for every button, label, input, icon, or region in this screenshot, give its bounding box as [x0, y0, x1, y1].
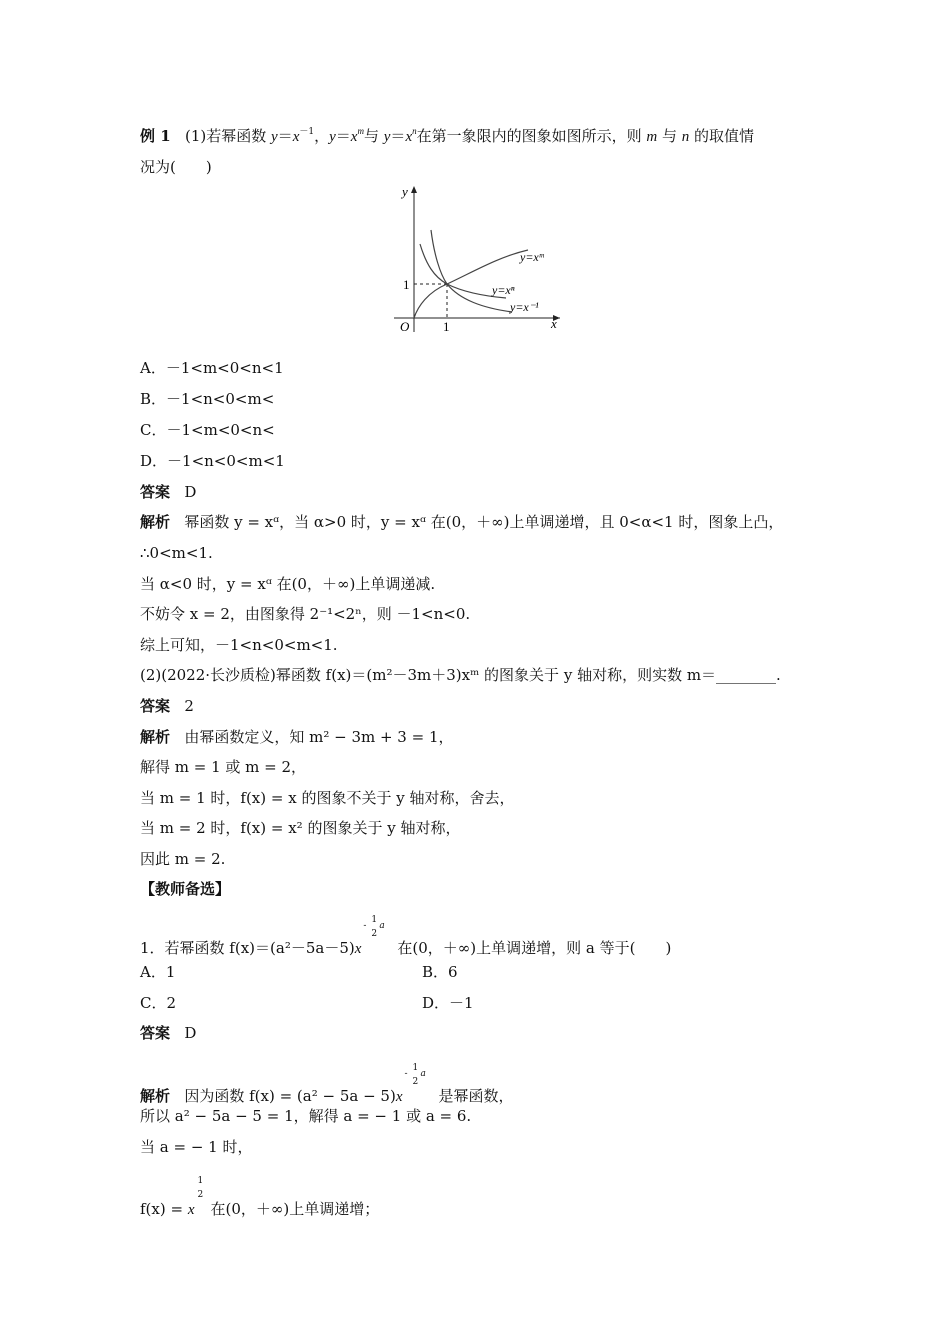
teacher-question-1: 1．若幂函数 f(x)＝(a²－5a－5)x - 1 2 a 在(0，＋∞)上单调递增，则 a 等于( ): [140, 915, 672, 957]
option-c: C．－1<m<0<n<: [140, 421, 275, 439]
y-axis-label: y: [402, 184, 408, 199]
teacher-option-c: C．2: [140, 994, 177, 1012]
teacher-option-a: A．1: [140, 963, 176, 981]
analysis-1-line-3: 当 α<0 时，y = xᵅ 在(0，＋∞)上单调递减.: [140, 575, 436, 593]
analysis-2-line-1: [140, 727, 454, 747]
teacher-section-heading: 【教师备选】: [140, 880, 231, 898]
analysis-suffix: 是幂函数，: [438, 1087, 514, 1105]
option-b: B．－1<n<0<m<: [140, 390, 275, 408]
analysis-1-line-5: 综上可知，－1<n<0<m<1.: [140, 636, 338, 654]
answer-label: 答案: [140, 483, 171, 501]
y-tick-1: 1: [403, 277, 410, 292]
answer-label: 答案: [140, 1024, 171, 1042]
example-1-part-2-question: (2)(2022·长沙质检)幂函数 f(x)＝(m²－3m＋3)xᵐ 的图象关于 y 轴对称，则实数 m＝________.: [140, 666, 781, 684]
teacher-analysis-line-3: 当 a = − 1 时，: [140, 1138, 253, 1156]
exponent-half: 1 2: [197, 1176, 204, 1200]
example-1-question: 例 1 (1)若幂函数 $y=x^{-1}$，$y=x^m$与 $y=x^n$在第一象限内的图象如图所示，则 m 与 n 的取值情: [140, 126, 755, 145]
answer-value: 2: [184, 697, 194, 715]
label-curve-inverse: y=x⁻¹: [510, 300, 539, 314]
answer-value: D: [184, 483, 197, 501]
teacher-answer: [140, 1023, 196, 1043]
analysis-2-line-2: 解得 m = 1 或 m = 2，: [140, 758, 307, 776]
label-curve-n: y=xⁿ: [492, 283, 515, 297]
option-d: D．－1<n<0<m<1: [140, 452, 285, 470]
question-suffix: 在(0，＋∞)上单调递增，则 a 等于( ): [397, 939, 672, 957]
answer-2: [140, 696, 194, 716]
option-a: A．－1<m<0<n<1: [140, 359, 284, 377]
analysis-suffix: 在(0，＋∞)上单调递增；: [210, 1200, 380, 1218]
teacher-analysis-line-1: 解析 因为函数 f(x) = (a² − 5a − 5)x - 1 2 a 是幂函数，: [140, 1063, 514, 1105]
teacher-analysis-line-4: f(x) = x 1 2 在(0，＋∞)上单调递增；: [140, 1176, 380, 1218]
exponent-neg-half-a: - 1 2 a: [363, 915, 385, 939]
answer-1: [140, 482, 196, 502]
label-curve-m: y=xᵐ: [520, 250, 544, 264]
analysis-prefix: 因为函数 f(x) = (a² − 5a − 5): [184, 1087, 396, 1105]
teacher-option-d: D．－1: [422, 994, 474, 1012]
exponent-neg-half-a: - 1 2 a: [404, 1063, 426, 1087]
answer-label: 答案: [140, 697, 171, 715]
question-continuation: 况为( ): [140, 158, 212, 176]
curve-x-inverse: [431, 230, 512, 312]
analysis-2-line-5: 因此 m = 2.: [140, 850, 226, 868]
analysis-1-line-2: ∴0<m<1.: [140, 544, 213, 562]
x-tick-1: 1: [443, 319, 450, 334]
analysis-fx: f(x) =: [140, 1200, 184, 1218]
example-label: 例 1: [140, 127, 171, 145]
analysis-label: 解析: [140, 728, 171, 746]
question-prefix: 1．若幂函数 f(x)＝(a²－5a－5): [140, 939, 355, 957]
teacher-analysis-line-2: 所以 a² − 5a − 5 = 1，解得 a = − 1 或 a = 6.: [140, 1107, 472, 1125]
origin-label: O: [400, 319, 410, 334]
x-axis-label: x: [551, 316, 557, 331]
analysis-2-line-3: 当 m = 1 时，f(x) = x 的图象不关于 y 轴对称，舍去，: [140, 789, 515, 807]
answer-value: D: [184, 1024, 197, 1042]
analysis-1-line-4: 不妨令 x = 2，由图象得 2⁻¹<2ⁿ，则 －1<n<0.: [140, 605, 471, 623]
y-axis-arrow: [411, 186, 417, 193]
analysis-text: 幂函数 y = xᵅ，当 α>0 时，y = xᵅ 在(0，＋∞)上单调递增，且 0<α<1 时，图象上凸，: [184, 513, 784, 531]
teacher-option-b: B．6: [422, 963, 458, 981]
analysis-label: 解析: [140, 513, 171, 531]
analysis-2-line-4: 当 m = 2 时，f(x) = x² 的图象关于 y 轴对称，: [140, 819, 461, 837]
analysis-text: 由幂函数定义，知 m² − 3m + 3 = 1，: [184, 728, 454, 746]
analysis-label: 解析: [140, 1087, 171, 1105]
power-function-graph: [388, 182, 568, 334]
analysis-1-line-1: [140, 512, 783, 532]
